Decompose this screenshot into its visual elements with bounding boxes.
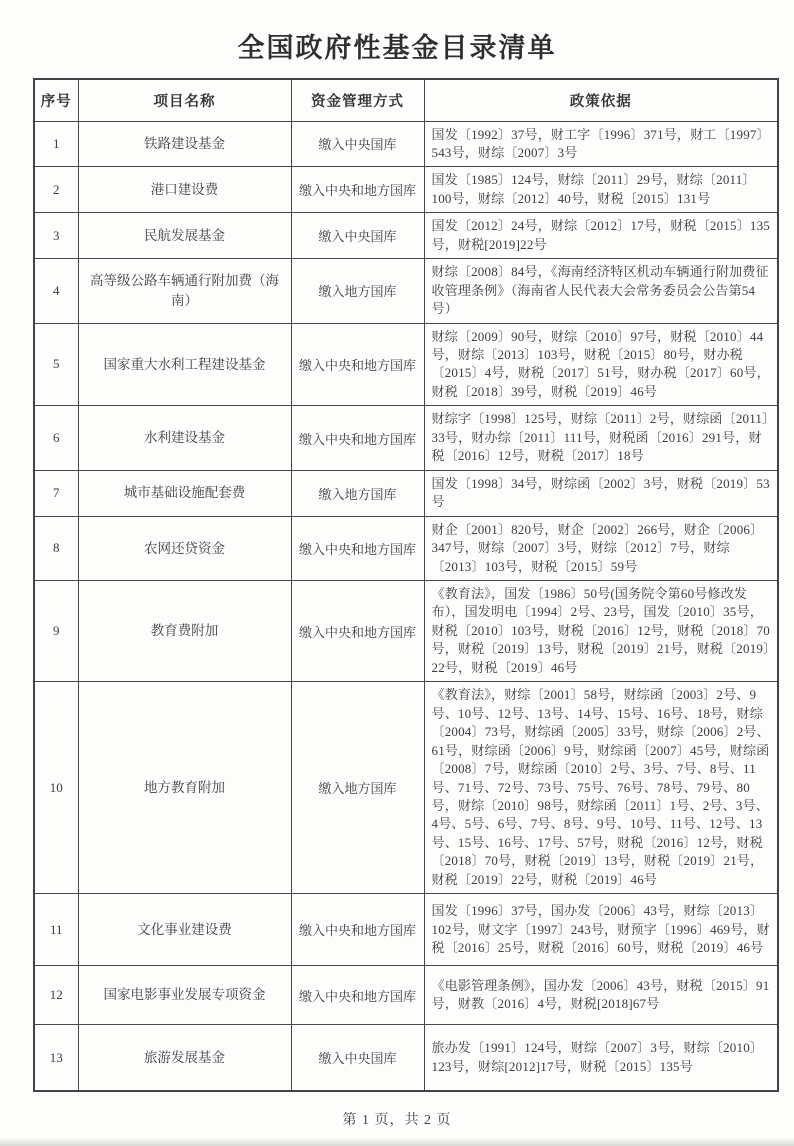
fund-name-cell: 农网还贷资金 <box>78 516 291 580</box>
policy-basis-cell: 旅办发〔1991〕124号，财综〔2007〕3号，财综〔2010〕123号，财综[2012]17号，财税〔2015〕135号 <box>424 1025 778 1091</box>
table-body <box>34 121 778 1091</box>
table-row <box>34 259 778 323</box>
page-title: 全国政府性基金目录清单 <box>237 33 557 63</box>
row-number-cell: 2 <box>34 167 78 213</box>
policy-basis-cell: 国发〔1996〕37号，国办发〔2006〕43号，财综〔2013〕102号，财文字〔1997〕243号，财预字〔1996〕469号，财税〔2016〕25号，财税〔2016〕60号，财税〔2019〕46号 <box>424 894 778 966</box>
row-number-cell: 7 <box>34 470 78 516</box>
fund-name-cell: 旅游发展基金 <box>78 1025 291 1091</box>
management-method-cell: 缴入中央国库 <box>291 213 424 259</box>
table-row <box>34 516 778 580</box>
policy-basis-cell: 国发〔1992〕37号，财工字〔1996〕371号，财工〔1997〕543号，财综〔2007〕3号 <box>424 121 778 167</box>
table-row <box>34 121 778 167</box>
table-row <box>34 406 778 470</box>
management-method-cell: 缴入中央和地方国库 <box>291 581 424 682</box>
fund-name-cell: 水利建设基金 <box>78 406 291 470</box>
policy-basis-cell: 国发〔1985〕124号，财综〔2011〕29号，财综〔2011〕100号，财综〔2012〕40号，财税〔2015〕131号 <box>424 167 778 213</box>
management-method-cell: 缴入中央和地方国库 <box>291 167 424 213</box>
table-header-row <box>34 79 778 121</box>
table-row <box>34 167 778 213</box>
row-number-cell: 10 <box>34 682 78 894</box>
row-number-cell: 6 <box>34 406 78 470</box>
row-number-cell: 3 <box>34 213 78 259</box>
row-number-cell: 8 <box>34 516 78 580</box>
table-row <box>34 682 778 894</box>
policy-basis-cell: 《教育法》，财综〔2001〕58号，财综函〔2003〕2号、9号、10号、12号、13号、14号、15号、16号、18号，财综〔2004〕73号，财综函〔2005〕33号，财综〔2006〕2号、61号，财综函〔2006〕9号，财综函〔2007〕45号，财综函〔2008〕7号，财综函〔2010〕2号、3号、7号、8号、11号、71号、72号、73号、75号、76号、78号、79号、80号，财综〔2010〕98号，财综函〔2011〕1号、2号、3号、4号、5号、6号、7号、8号、9号、10号、11号、12号、13号、15号、16号、17号、57号，财税〔2016〕12号，财税〔2018〕70号，财税〔2019〕13号，财税〔2019〕21号，财税〔2019〕22号，财税〔2019〕46号 <box>424 682 778 894</box>
row-number-cell: 11 <box>34 894 78 966</box>
header-cell-name: 项目名称 <box>78 79 291 121</box>
management-method-cell: 缴入地方国库 <box>291 259 424 323</box>
management-method-cell: 缴入中央国库 <box>291 1025 424 1091</box>
page-number-footer: 第 1 页，共 2 页 <box>342 1112 452 1128</box>
fund-name-cell: 国家电影事业发展专项资金 <box>78 966 291 1025</box>
management-method-cell: 缴入中央和地方国库 <box>291 966 424 1025</box>
row-number-cell: 5 <box>34 323 78 406</box>
table-row <box>34 894 778 966</box>
fund-name-cell: 国家重大水利工程建设基金 <box>78 323 291 406</box>
policy-basis-cell: 财综〔2008〕84号，《海南经济特区机动车辆通行附加费征收管理条例》（海南省人民代表大会常务委员会公告第54号） <box>424 259 778 323</box>
fund-name-cell: 港口建设费 <box>78 167 291 213</box>
row-number-cell: 9 <box>34 581 78 682</box>
management-method-cell: 缴入中央和地方国库 <box>291 323 424 406</box>
header-cell-no: 序号 <box>34 79 78 121</box>
management-method-cell: 缴入中央和地方国库 <box>291 406 424 470</box>
fund-name-cell: 铁路建设基金 <box>78 121 291 167</box>
policy-basis-cell: 《教育法》，国发〔1986〕50号(国务院令第60号修改发布），国发明电〔1994〕2号、23号，国发〔2010〕35号，财税〔2010〕103号，财税〔2016〕12号，财税〔2018〕70号，财税〔2019〕13号，财税〔2019〕21号，财税〔2019〕22号，财税〔2019〕46号 <box>424 581 778 682</box>
policy-basis-cell: 《电影管理条例》，国办发〔2006〕43号，财税〔2015〕91号，财教〔2016〕4号，财税[2018]67号 <box>424 966 778 1025</box>
management-method-cell: 缴入中央和地方国库 <box>291 516 424 580</box>
fund-name-cell: 城市基础设施配套费 <box>78 470 291 516</box>
table-row <box>34 323 778 406</box>
table-row <box>34 470 778 516</box>
header-cell-method: 资金管理方式 <box>291 79 424 121</box>
management-method-cell: 缴入中央和地方国库 <box>291 894 424 966</box>
row-number-cell: 12 <box>34 966 78 1025</box>
fund-directory-table <box>33 78 779 1092</box>
row-number-cell: 13 <box>34 1025 78 1091</box>
management-method-cell: 缴入中央国库 <box>291 121 424 167</box>
row-number-cell: 4 <box>34 259 78 323</box>
fund-name-cell: 民航发展基金 <box>78 213 291 259</box>
management-method-cell: 缴入地方国库 <box>291 682 424 894</box>
fund-name-cell: 文化事业建设费 <box>78 894 291 966</box>
scan-bottom-edge <box>0 1138 794 1146</box>
table-row <box>34 1025 778 1091</box>
policy-basis-cell: 财综〔2009〕90号，财综〔2010〕97号，财税〔2010〕44号，财综〔2013〕103号，财税〔2015〕80号，财办税〔2015〕4号，财税〔2017〕51号，财办税〔2017〕60号，财税〔2018〕39号，财税〔2019〕46号 <box>424 323 778 406</box>
fund-name-cell: 教育费附加 <box>78 581 291 682</box>
table-row <box>34 213 778 259</box>
table-row <box>34 581 778 682</box>
header-cell-policy: 政策依据 <box>424 79 778 121</box>
policy-basis-cell: 财企〔2001〕820号，财企〔2002〕266号，财企〔2006〕347号，财综〔2007〕3号，财综〔2012〕7号，财综〔2013〕103号，财税〔2015〕59号 <box>424 516 778 580</box>
management-method-cell: 缴入地方国库 <box>291 470 424 516</box>
policy-basis-cell: 国发〔2012〕24号，财综〔2012〕17号，财税〔2015〕135号，财税[2019]22号 <box>424 213 778 259</box>
fund-name-cell: 高等级公路车辆通行附加费（海南） <box>78 259 291 323</box>
policy-basis-cell: 财综字〔1998〕125号，财综〔2011〕2号，财综函〔2011〕33号，财办综〔2011〕111号，财税函〔2016〕291号，财税〔2016〕12号，财税〔2017〕18号 <box>424 406 778 470</box>
document-page <box>0 26 794 1129</box>
fund-name-cell: 地方教育附加 <box>78 682 291 894</box>
table-row <box>34 966 778 1025</box>
policy-basis-cell: 国发〔1998〕34号，财综函〔2002〕3号，财税〔2019〕53号 <box>424 470 778 516</box>
row-number-cell: 1 <box>34 121 78 167</box>
